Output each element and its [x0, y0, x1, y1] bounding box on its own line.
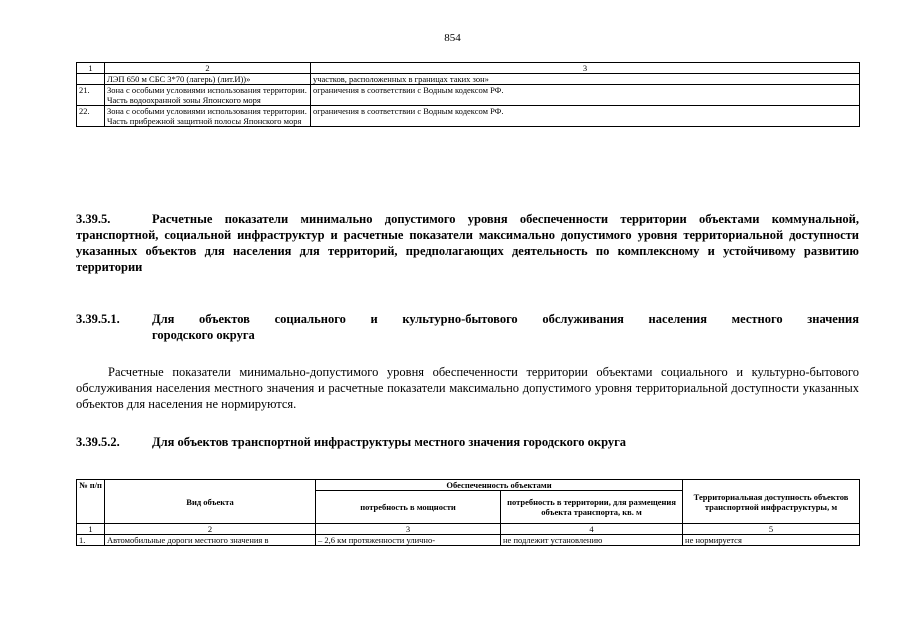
zone-cell: Зона с особыми условиями использования территории. Часть водоохранной зоны Японского моря: [105, 85, 311, 106]
index-cell: 3: [316, 524, 501, 535]
header-cell: 3: [311, 63, 860, 74]
section-title: Расчетные показатели минимально допустимого уровня обеспеченности территории объектами коммунальной, транспортной, социальной инфраструктур и расчетные показатели максимально допустимого уровня территориальной доступности указанных объектов для населения для территорий, предполагающих деятельность по комплексному и устойчивому развитию территории: [76, 212, 859, 274]
territory-cell: не подлежит установлению: [501, 535, 683, 546]
table-row: [77, 535, 860, 546]
section-title: Для объектов транспортной инфраструктуры местного значения городского округа: [152, 435, 627, 449]
restriction-cell: ограничения в соответствии с Водным кодексом РФ.: [311, 85, 860, 106]
section-number: 3.39.5.: [76, 212, 111, 226]
section-heading-sub2: [76, 434, 859, 450]
section-heading-sub1: [76, 311, 859, 343]
row-number: 1.: [77, 535, 105, 546]
table-row: [77, 74, 860, 85]
object-type-cell: Автомобильные дороги местного значения в: [105, 535, 316, 546]
header-cell-num: № п/п: [77, 480, 105, 524]
page-number: 854: [444, 32, 461, 44]
header-cell-capacity: потребность в мощности: [316, 491, 501, 524]
row-number: 21.: [77, 85, 105, 106]
header-cell-territory: потребность в территории, для размещения объекта транспорта, кв. м: [501, 491, 683, 524]
header-cell: 2: [105, 63, 311, 74]
table-row: [77, 85, 860, 106]
restriction-cell: участков, расположенных в границах таких зон»: [311, 74, 860, 85]
table-header-row: [77, 63, 860, 74]
header-cell-provision: Обеспеченность объектами: [316, 480, 683, 491]
index-cell: 5: [683, 524, 860, 535]
table-row: [77, 106, 860, 127]
index-cell: 2: [105, 524, 316, 535]
transport-table: [76, 479, 860, 546]
header-cell-type: Вид объекта: [105, 480, 316, 524]
row-number: [77, 74, 105, 85]
body-paragraph: Расчетные показатели минимально-допустимого уровня обеспеченности территории объектами социального и культурно-бытового обслуживания населения местного значения и расчетные показатели максимально допустимого уровня территориальной доступности указанных объектов для населения не нормируются.: [76, 365, 859, 411]
section-number: 3.39.5.2.: [76, 435, 120, 449]
zone-cell: ЛЭП 650 м СБС 3*70 (лагерь) (лит.И))»: [105, 74, 311, 85]
index-cell: 1: [77, 524, 105, 535]
capacity-cell: – 2,6 км протяженности улично-: [316, 535, 501, 546]
row-number: 22.: [77, 106, 105, 127]
header-cell-access: Территориальная доступность объектов транспортной инфраструктуры, м: [683, 480, 860, 524]
zones-table: [76, 62, 860, 127]
table-header-row: [77, 480, 860, 491]
section-heading-main: [76, 211, 859, 275]
restriction-cell: ограничения в соответствии с Водным кодексом РФ.: [311, 106, 860, 127]
index-cell: 4: [501, 524, 683, 535]
section-title-line1: Для объектов социального и культурно-бытового обслуживания населения местного значения: [152, 312, 859, 326]
section-title-line2: городского округа: [152, 328, 255, 342]
table-index-row: [77, 524, 860, 535]
zone-cell: Зона с особыми условиями использования территории. Часть прибрежной защитной полосы Японского моря: [105, 106, 311, 127]
section-number: 3.39.5.1.: [76, 312, 120, 326]
header-cell: 1: [77, 63, 105, 74]
access-cell: не нормируется: [683, 535, 860, 546]
